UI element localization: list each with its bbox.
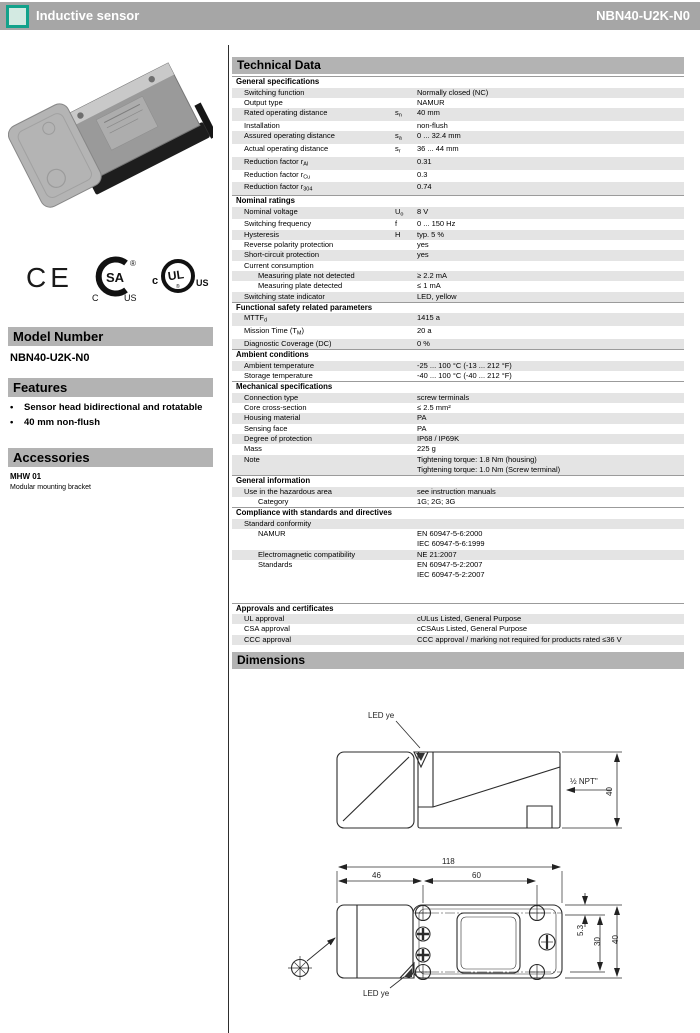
spec-label: Measuring plate detected xyxy=(258,281,343,291)
spec-row xyxy=(232,361,684,371)
spec-row xyxy=(232,444,684,454)
spec-value: ≥ 2.2 mA xyxy=(417,270,447,280)
spec-row xyxy=(232,121,684,131)
spec-symbol xyxy=(395,424,417,434)
spec-row xyxy=(232,529,684,550)
spec-value: Normally closed (NC) xyxy=(417,87,489,97)
spec-label: Standard conformity xyxy=(244,518,312,528)
spec-row xyxy=(232,271,684,281)
spec-value: NAMUR xyxy=(417,97,445,107)
spec-symbol xyxy=(395,157,417,170)
spec-label: Connection type xyxy=(244,392,299,402)
spec-label: Reduction factor $r_{304}$ xyxy=(244,182,313,193)
table-section-header: Mechanical specifications xyxy=(232,381,684,393)
spec-label: Current consumption xyxy=(244,260,314,270)
spec-symbol xyxy=(395,413,417,423)
spec-label: Reduction factor $r_{Cu}$ xyxy=(244,169,311,181)
table-section-header: Nominal ratings xyxy=(232,195,684,207)
spec-symbol xyxy=(395,250,417,260)
accessory-description: Modular mounting bracket xyxy=(10,484,91,491)
spec-row xyxy=(232,614,684,624)
spec-label: Mass xyxy=(244,444,262,454)
spec-value xyxy=(417,261,684,271)
dimensions-header: Dimensions xyxy=(232,652,684,669)
top-led-label: LED ye xyxy=(363,989,390,998)
features-list xyxy=(10,402,210,432)
accessory-code: MHW 01 xyxy=(10,472,42,481)
side-npt-label: ½ NPT" xyxy=(570,777,598,786)
spec-row xyxy=(232,170,684,183)
side-height-dim: 40 xyxy=(605,787,614,796)
spec-value: 1415 a xyxy=(417,313,440,323)
spec-value: 36 ... 44 mm xyxy=(417,143,459,153)
spec-value: 0.3 xyxy=(417,169,428,179)
csa-mark-icon xyxy=(92,259,137,303)
spec-symbol: $s_a$ xyxy=(395,131,402,142)
table-section-header: Approvals and certificates xyxy=(232,603,684,615)
model-number-section-header: Model Number xyxy=(8,327,213,346)
spec-symbol xyxy=(395,393,417,403)
spec-label: Installation xyxy=(244,120,280,130)
spec-row xyxy=(232,635,684,645)
spec-label: Electromagnetic compatibility xyxy=(258,549,356,559)
spec-symbol: f xyxy=(395,219,398,229)
spec-symbol: $s_n$ xyxy=(395,108,402,119)
spec-symbol: $s_r$ xyxy=(395,143,401,155)
spec-symbol xyxy=(395,88,417,98)
spec-row xyxy=(232,157,684,170)
spec-value: Tightening torque: 1.8 Nm (housing) Tightening torque: 1.0 Nm (Screw terminal) xyxy=(417,454,561,474)
spec-label: Housing material xyxy=(244,413,301,423)
spec-value: IP68 / IP69K xyxy=(417,434,460,444)
spec-row xyxy=(232,281,684,291)
spec-symbol xyxy=(395,497,417,507)
spec-symbol xyxy=(395,182,417,195)
spec-symbol xyxy=(395,292,417,302)
spec-row xyxy=(232,487,684,497)
spec-value: CCC approval / marking not required for products rated ≤36 V xyxy=(417,634,622,644)
spec-symbol xyxy=(395,281,417,291)
spec-value: 0.31 xyxy=(417,156,432,166)
spec-row xyxy=(232,519,684,529)
spec-symbol xyxy=(395,313,417,326)
spec-row xyxy=(232,261,684,271)
spec-label: Ambient temperature xyxy=(244,360,315,370)
spec-symbol xyxy=(395,326,417,339)
spec-symbol xyxy=(395,444,417,454)
spec-value: EN 60947-5-2:2007 IEC 60947-5-2:2007 xyxy=(417,559,485,580)
spec-label: Short-circuit protection xyxy=(244,250,320,260)
spec-label: Category xyxy=(258,497,289,506)
bullet-icon: • xyxy=(10,402,14,413)
spec-label: Rated operating distance xyxy=(244,108,328,118)
technical-data-header: Technical Data xyxy=(232,57,684,74)
spec-row xyxy=(232,207,684,220)
spec-label: Hysteresis xyxy=(244,229,280,239)
spec-row xyxy=(232,182,684,195)
spec-value: PA xyxy=(417,413,427,423)
feature-item: • Sensor head bidirectional and rotatable xyxy=(10,402,203,413)
spec-symbol xyxy=(395,560,417,581)
dim-offset: 5.3 xyxy=(576,924,585,936)
spec-symbol xyxy=(395,434,417,444)
model-number-value: NBN40-U2K-N0 xyxy=(10,352,90,364)
svg-text:US: US xyxy=(196,278,209,288)
spec-value: PA xyxy=(417,423,427,433)
svg-text:UL: UL xyxy=(166,267,185,284)
spec-row xyxy=(232,326,684,339)
spec-row xyxy=(232,455,684,476)
spec-label: Output type xyxy=(244,97,283,107)
spec-symbol xyxy=(395,271,417,281)
spec-value: -40 ... 100 °C (-40 ... 212 °F) xyxy=(417,371,512,381)
spec-value: 225 g xyxy=(417,444,436,454)
ul-mark-icon xyxy=(152,261,209,291)
spec-value: NE 21:2007 xyxy=(417,549,457,559)
spec-row xyxy=(232,424,684,434)
header-bar xyxy=(0,2,700,30)
spec-symbol xyxy=(395,529,417,550)
spec-value: yes xyxy=(417,250,429,260)
spec-value: 0.74 xyxy=(417,182,432,192)
spec-value: 0 ... 32.4 mm xyxy=(417,131,461,141)
spec-label: UL approval xyxy=(244,614,285,624)
spec-symbol xyxy=(395,98,417,108)
table-section-header: Ambient conditions xyxy=(232,349,684,361)
svg-text:US: US xyxy=(124,293,137,303)
spec-value: -25 ... 100 °C (-13 ... 212 °F) xyxy=(417,360,512,370)
spec-label: Mission Time $(T_M)$ xyxy=(244,326,305,337)
spec-label: Switching frequency xyxy=(244,219,312,229)
spec-row xyxy=(232,88,684,98)
spec-row xyxy=(232,371,684,381)
spec-label: Storage temperature xyxy=(244,371,313,381)
spec-symbol xyxy=(395,170,417,183)
spec-value: see instruction manuals xyxy=(417,486,496,496)
spec-symbol xyxy=(395,403,417,413)
table-section-header: Functional safety related parameters xyxy=(232,302,684,314)
spec-symbol xyxy=(395,339,417,349)
spec-symbol xyxy=(395,361,417,371)
spec-label: CCC approval xyxy=(244,634,292,644)
spec-value: 8 V xyxy=(417,206,429,216)
bullet-icon: • xyxy=(10,417,14,428)
spec-value: 20 a xyxy=(417,326,432,336)
brand-square-icon xyxy=(6,5,29,28)
spec-symbol: H xyxy=(395,229,401,239)
spec-label: CSA approval xyxy=(244,624,290,634)
spec-value: cULus Listed, General Purpose xyxy=(417,614,522,624)
spec-symbol xyxy=(395,240,417,250)
dimension-drawing-side-view xyxy=(330,690,690,860)
spec-row xyxy=(232,393,684,403)
svg-text:CE: CE xyxy=(26,262,73,293)
ce-mark-icon xyxy=(26,262,73,293)
spec-row xyxy=(232,313,684,326)
spec-symbol xyxy=(395,121,417,131)
spec-value: LED, yellow xyxy=(417,291,457,301)
spec-label: Standards xyxy=(258,559,293,569)
product-photo xyxy=(8,52,213,242)
dim-body-length: 60 xyxy=(472,871,481,880)
table-section-header: Compliance with standards and directives xyxy=(232,507,684,519)
svg-text:®: ® xyxy=(130,259,136,268)
spec-value: typ. 5 % xyxy=(417,229,445,239)
spec-label: Assured operating distance xyxy=(244,131,335,141)
side-led-label: LED ye xyxy=(368,711,395,720)
certification-logos xyxy=(18,246,213,304)
page-title: Inductive sensor xyxy=(36,8,140,23)
spec-label: Switching state indicator xyxy=(244,291,325,301)
spec-symbol xyxy=(395,635,417,645)
spec-symbol: $U_o$ xyxy=(395,206,404,218)
spec-symbol xyxy=(395,455,417,476)
spec-label: NAMUR xyxy=(258,529,286,539)
dim-total-length: 118 xyxy=(442,857,455,866)
spec-symbol xyxy=(395,261,417,271)
spec-label: Actual operating distance xyxy=(244,143,329,153)
spec-row xyxy=(232,144,684,157)
dim-head-length: 46 xyxy=(372,871,381,880)
spec-row xyxy=(232,339,684,349)
spec-value: ≤ 1 mA xyxy=(417,281,441,291)
spec-row xyxy=(232,413,684,423)
svg-text:®: ® xyxy=(176,284,180,290)
spec-value: ≤ 2.5 mm² xyxy=(417,403,451,413)
spec-label: Core cross-section xyxy=(244,403,307,413)
spec-row xyxy=(232,434,684,444)
dim-hole-spacing: 30 xyxy=(593,937,602,946)
spec-label: Reduction factor $r_{Al}$ xyxy=(244,156,309,168)
svg-text:SA: SA xyxy=(106,270,125,285)
svg-text:C: C xyxy=(92,293,99,303)
spec-row xyxy=(232,98,684,108)
spec-symbol xyxy=(395,624,417,634)
svg-text:c: c xyxy=(152,275,159,287)
spec-row xyxy=(232,219,684,229)
column-divider xyxy=(228,45,229,1033)
spec-label: Note xyxy=(244,454,260,464)
spec-value: 1G; 2G; 3G xyxy=(417,497,456,506)
spec-row xyxy=(232,108,684,121)
table-section-header: General information xyxy=(232,475,684,487)
spec-symbol xyxy=(395,519,417,529)
spec-value: EN 60947-5-6:2000 IEC 60947-5-6:1999 xyxy=(417,529,485,549)
spec-value xyxy=(417,519,684,529)
spec-row xyxy=(232,230,684,240)
spec-label: Nominal voltage xyxy=(244,206,298,216)
spec-row xyxy=(232,240,684,250)
accessories-section-header: Accessories xyxy=(8,448,213,467)
spec-symbol xyxy=(395,371,417,381)
spec-label: Reverse polarity protection xyxy=(244,240,334,250)
spec-row xyxy=(232,403,684,413)
spec-row xyxy=(232,624,684,634)
spec-row xyxy=(232,497,684,507)
feature-item: • 40 mm non-flush xyxy=(10,417,101,428)
spec-label: Switching function xyxy=(244,87,305,97)
dimension-drawing-top-view xyxy=(280,855,700,1033)
table-section-header: General specifications xyxy=(232,76,684,88)
spec-value: 0 ... 150 Hz xyxy=(417,219,456,229)
spec-value: cCSAus Listed, General Purpose xyxy=(417,624,528,634)
spec-label: Use in the hazardous area xyxy=(244,486,332,496)
spec-label: $MTTF_d$ xyxy=(244,313,268,324)
spec-value: non-flush xyxy=(417,120,448,130)
spec-label: Diagnostic Coverage (DC) xyxy=(244,338,332,348)
spec-value: screw terminals xyxy=(417,392,470,402)
spec-row xyxy=(232,292,684,302)
spec-row xyxy=(232,250,684,260)
spec-value: 0 % xyxy=(417,338,430,348)
spec-value: yes xyxy=(417,240,429,250)
spec-row xyxy=(232,131,684,144)
spec-label: Degree of protection xyxy=(244,434,312,444)
header-model-number: NBN40-U2K-N0 xyxy=(596,8,690,23)
spec-symbol xyxy=(395,550,417,560)
features-section-header: Features xyxy=(8,378,213,397)
sensor-photo-illustration xyxy=(8,52,213,242)
spec-label: Measuring plate not detected xyxy=(258,270,355,280)
spec-row xyxy=(232,550,684,560)
spec-label: Sensing face xyxy=(244,423,288,433)
technical-table xyxy=(232,76,684,645)
spec-symbol xyxy=(395,614,417,624)
dim-height: 40 xyxy=(611,935,620,944)
spec-symbol xyxy=(395,487,417,497)
spec-row xyxy=(232,560,684,581)
spec-value: 40 mm xyxy=(417,108,440,118)
